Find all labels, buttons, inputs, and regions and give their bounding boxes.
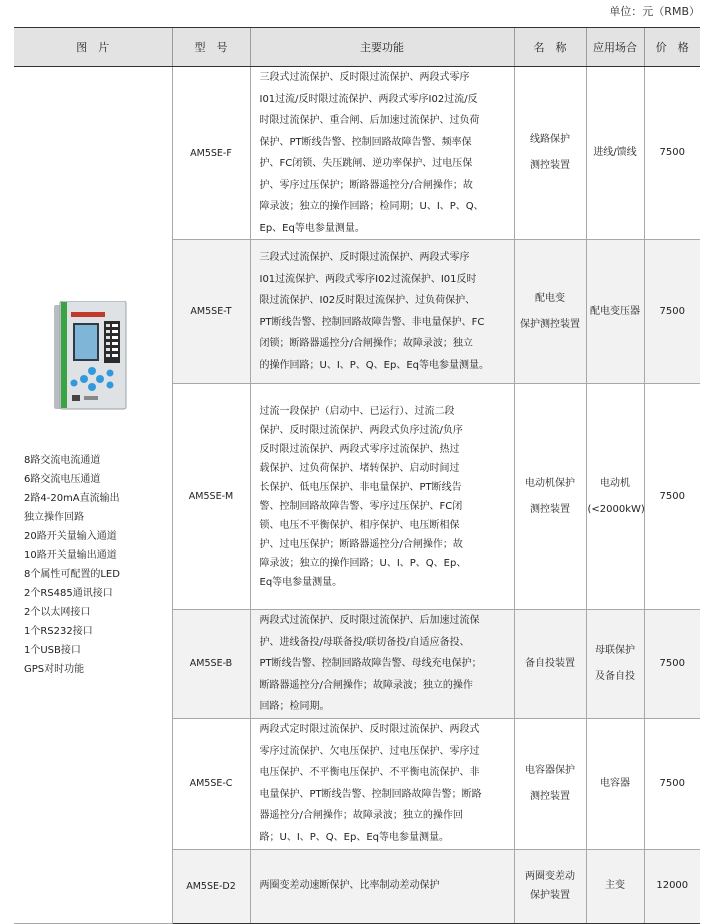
list-item: 10路开关量输出通道 [24, 550, 117, 561]
list-item: 2个RS485通讯接口 [24, 588, 113, 599]
function-cell: 过流一段保护（启动中、已运行）、过流二段 保护、反时限过流保护、两段式负序过流/负序 反时限过流保护、两段式零序过流保护、热过 载保护、过负荷保护、堵转保护、启动时间过 长保护、低电压保护、非电量保护、PT断线告 警、控制回路故障告警、零序过压保护、FC闭 锁、电压不平衡保护、相序保护、电压断相保 护、过电压保护；断路器遥控分/合闸操作；故 障录波；独立的操作回路；U、I、P、Q、Ep、 Eq等电参量测量。 [250, 384, 514, 610]
price-cell: 12000 [644, 849, 700, 923]
name-cell: 电容器保护 测控装置 [514, 718, 586, 849]
header-picture: 图 片 [14, 28, 172, 67]
model-cell: AM5SE-C [172, 718, 250, 849]
feature-list [14, 451, 172, 679]
unit-label: 单位：元（RMB） [609, 5, 700, 18]
list-item: 2个以太网接口 [24, 607, 91, 618]
header-name: 名 称 [514, 28, 586, 67]
scene-cell: 配电变压器 [586, 240, 644, 384]
list-item: 2路4-20mA直流输出 [24, 493, 120, 504]
function-cell: 两段式过流保护、反时限过流保护、后加速过流保 护、进线备投/母联备投/联切备投/自适应备投、 PT断线告警、控制回路故障告警、母线充电保护； 断路器遥控分/合闸操作；故障录波；独立的操作 回路；检同期。 [250, 610, 514, 719]
list-item: 20路开关量输入通道 [24, 531, 117, 542]
scene-cell: 电动机 (<2000kW) [586, 384, 644, 610]
price-cell: 7500 [644, 384, 700, 610]
list-item: 独立操作回路 [24, 512, 84, 523]
model-cell: AM5SE-T [172, 240, 250, 384]
function-cell: 两圈变差动速断保护、比率制动差动保护 [250, 849, 514, 923]
list-item: 6路交流电压通道 [24, 474, 101, 485]
name-cell: 备自投装置 [514, 610, 586, 719]
price-cell: 7500 [644, 610, 700, 719]
list-item: 1个USB接口 [24, 645, 81, 656]
function-cell: 两段式定时限过流保护、反时限过流保护、两段式 零序过流保护、欠电压保护、过电压保护、零序过 电压保护、不平衡电压保护、不平衡电流保护、非 电量保护、PT断线告警、控制回路故障告警；断路 器遥控分/合闸操作；故障录波；独立的操作回 路；U、I、P、Q、Ep、Eq等电参量测量。 [250, 718, 514, 849]
scene-cell: 进线/馈线 [586, 67, 644, 240]
scene-cell: 母联保护 及备自投 [586, 610, 644, 719]
function-cell: 三段式过流保护、反时限过流保护、两段式零序 I01过流/反时限过流保护、两段式零序I02过流/反 时限过流保护、重合闸、后加速过流保护、过负荷 保护、PT断线告警、控制回路故障告警、频率保 护、FC闭锁、失压跳闸、逆功率保护、过电压保 护、零序过压保护；断路器遥控分/合闸操作；故 障录波；独立的操作回路；检同期；U、I、P、Q、 Ep、Eq等电参量测量。 [250, 67, 514, 240]
function-cell: 三段式过流保护、反时限过流保护、两段式零序 I01过流保护、两段式零序I02过流保护、I01反时 限过流保护、I02反时限过流保护、过负荷保护、 PT断线告警、控制回路故障告警、非电量保护、FC 闭锁；断路器遥控分/合闸操作；故障录波；独立 的操作回路；U、I、P、Q、Ep、Eq等电参量测量。 [250, 240, 514, 384]
model-cell: AM5SE-F [172, 67, 250, 240]
table-row [14, 67, 700, 240]
name-cell: 线路保护 测控装置 [514, 67, 586, 240]
product-price-table [14, 27, 700, 924]
header-model: 型 号 [172, 28, 250, 67]
header-scene: 应用场合 [586, 28, 644, 67]
name-cell: 两圈变差动 保护装置 [514, 849, 586, 923]
scene-cell: 主变 [586, 849, 644, 923]
name-cell: 电动机保护 测控装置 [514, 384, 586, 610]
price-cell: 7500 [644, 718, 700, 849]
picture-cell [14, 67, 172, 924]
model-cell: AM5SE-B [172, 610, 250, 719]
price-cell: 7500 [644, 67, 700, 240]
name-cell: 配电变 保护测控装置 [514, 240, 586, 384]
protection-device-image [52, 301, 134, 413]
list-item: 8个属性可配置的LED [24, 569, 120, 580]
header-function: 主要功能 [250, 28, 514, 67]
list-item: 1个RS232接口 [24, 626, 93, 637]
model-cell: AM5SE-M [172, 384, 250, 610]
table-header-row [14, 28, 700, 67]
header-price: 价 格 [644, 28, 700, 67]
list-item: 8路交流电流通道 [24, 455, 101, 466]
scene-cell: 电容器 [586, 718, 644, 849]
price-cell: 7500 [644, 240, 700, 384]
model-cell: AM5SE-D2 [172, 849, 250, 923]
list-item: GPS对时功能 [24, 664, 85, 675]
